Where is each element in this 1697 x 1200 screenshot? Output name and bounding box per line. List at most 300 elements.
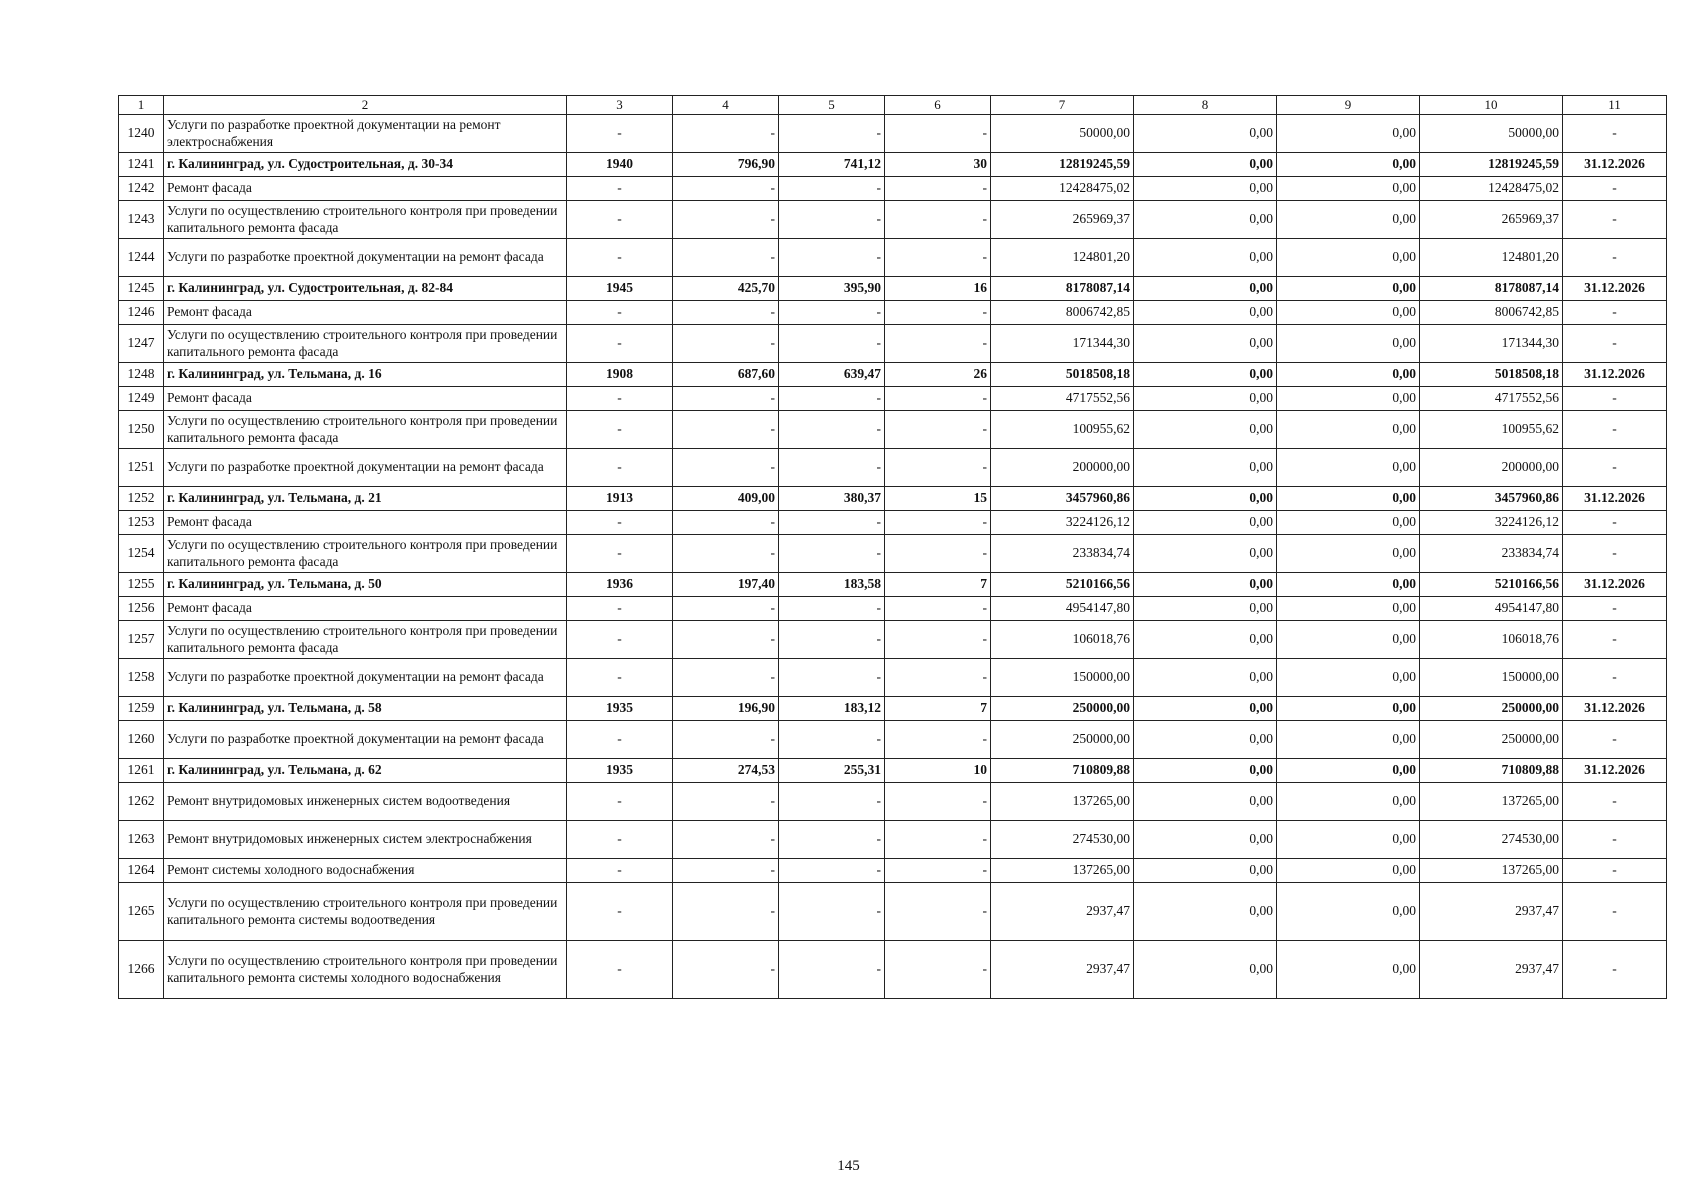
table-cell: - xyxy=(567,115,673,153)
table-cell: 106018,76 xyxy=(991,621,1134,659)
table-cell: - xyxy=(779,621,885,659)
table-cell: 2937,47 xyxy=(991,883,1134,941)
table-row xyxy=(119,621,1667,659)
table-cell: - xyxy=(779,411,885,449)
table-cell: 0,00 xyxy=(1134,697,1277,721)
table-cell: - xyxy=(885,325,991,363)
column-header: 5 xyxy=(779,96,885,115)
table-cell: 0,00 xyxy=(1134,239,1277,277)
column-header: 8 xyxy=(1134,96,1277,115)
row-number: 1254 xyxy=(119,535,164,573)
table-cell: 1936 xyxy=(567,573,673,597)
row-name: г. Калининград, ул. Тельмана, д. 62 xyxy=(164,759,567,783)
table-cell: - xyxy=(1563,239,1667,277)
table-cell: 1940 xyxy=(567,153,673,177)
row-name: Услуги по осуществлению строительного контроля при проведении капитального ремонта системы водоотведения xyxy=(164,883,567,941)
table-row xyxy=(119,659,1667,697)
table-row-address xyxy=(119,487,1667,511)
table-cell: 0,00 xyxy=(1134,859,1277,883)
table-cell: - xyxy=(885,411,991,449)
table-cell: - xyxy=(567,859,673,883)
row-number: 1255 xyxy=(119,573,164,597)
column-header: 3 xyxy=(567,96,673,115)
row-number: 1261 xyxy=(119,759,164,783)
row-name: Ремонт фасада xyxy=(164,387,567,411)
table-cell: - xyxy=(1563,621,1667,659)
table-cell: - xyxy=(567,387,673,411)
table-cell: - xyxy=(779,821,885,859)
column-header: 1 xyxy=(119,96,164,115)
table-cell: 8006742,85 xyxy=(991,301,1134,325)
table-cell: - xyxy=(567,783,673,821)
table-cell: 2937,47 xyxy=(1420,941,1563,999)
table-cell: 171344,30 xyxy=(1420,325,1563,363)
table-cell: 0,00 xyxy=(1277,177,1420,201)
table-cell: 0,00 xyxy=(1134,325,1277,363)
row-name: г. Калининград, ул. Тельмана, д. 58 xyxy=(164,697,567,721)
row-number: 1263 xyxy=(119,821,164,859)
table-row xyxy=(119,597,1667,621)
row-number: 1250 xyxy=(119,411,164,449)
table-cell: - xyxy=(1563,449,1667,487)
table-cell: 30 xyxy=(885,153,991,177)
table-cell: 31.12.2026 xyxy=(1563,697,1667,721)
table-cell: - xyxy=(779,511,885,535)
row-number: 1260 xyxy=(119,721,164,759)
table-row-address xyxy=(119,759,1667,783)
table-cell: 5210166,56 xyxy=(991,573,1134,597)
table-cell: 4717552,56 xyxy=(991,387,1134,411)
table-cell: - xyxy=(1563,387,1667,411)
table-cell: - xyxy=(673,201,779,239)
table-cell: - xyxy=(1563,115,1667,153)
table-cell: 0,00 xyxy=(1134,535,1277,573)
table-cell: - xyxy=(673,325,779,363)
table-cell: - xyxy=(779,783,885,821)
table-cell: 0,00 xyxy=(1134,201,1277,239)
table-cell: 171344,30 xyxy=(991,325,1134,363)
table-cell: 0,00 xyxy=(1134,941,1277,999)
table-cell: 1913 xyxy=(567,487,673,511)
table-cell: - xyxy=(1563,783,1667,821)
row-name: Ремонт фасада xyxy=(164,301,567,325)
table-cell: - xyxy=(779,387,885,411)
table-cell: 10 xyxy=(885,759,991,783)
table-cell: 137265,00 xyxy=(1420,859,1563,883)
table-cell: 250000,00 xyxy=(1420,697,1563,721)
table-cell: 3457960,86 xyxy=(1420,487,1563,511)
table-cell: - xyxy=(779,535,885,573)
table-row xyxy=(119,387,1667,411)
table-cell: - xyxy=(779,201,885,239)
row-name: Услуги по осуществлению строительного контроля при проведении капитального ремонта фасада xyxy=(164,535,567,573)
table-row-address xyxy=(119,573,1667,597)
table-cell: - xyxy=(1563,821,1667,859)
table-cell: - xyxy=(779,721,885,759)
row-name: Услуги по разработке проектной документации на ремонт электроснабжения xyxy=(164,115,567,153)
table-cell: - xyxy=(567,301,673,325)
table-cell: - xyxy=(673,177,779,201)
table-cell: 1935 xyxy=(567,697,673,721)
table-cell: - xyxy=(885,941,991,999)
column-number-header-row xyxy=(119,96,1667,115)
table-cell: - xyxy=(673,659,779,697)
row-name: г. Калининград, ул. Тельмана, д. 50 xyxy=(164,573,567,597)
table-cell: 12428475,02 xyxy=(991,177,1134,201)
table-cell: - xyxy=(779,177,885,201)
row-name: г. Калининград, ул. Судостроительная, д. 30-34 xyxy=(164,153,567,177)
table-cell: 8178087,14 xyxy=(991,277,1134,301)
table-cell: 31.12.2026 xyxy=(1563,277,1667,301)
row-name: г. Калининград, ул. Тельмана, д. 16 xyxy=(164,363,567,387)
table-cell: - xyxy=(673,449,779,487)
table-cell: 0,00 xyxy=(1134,363,1277,387)
row-number: 1256 xyxy=(119,597,164,621)
table-cell: - xyxy=(779,449,885,487)
table-cell: 5018508,18 xyxy=(1420,363,1563,387)
table-cell: 124801,20 xyxy=(991,239,1134,277)
table-cell: 274,53 xyxy=(673,759,779,783)
table-cell: 233834,74 xyxy=(991,535,1134,573)
table-cell: - xyxy=(673,387,779,411)
table-body xyxy=(119,96,1667,999)
row-name: Ремонт внутридомовых инженерных систем электроснабжения xyxy=(164,821,567,859)
row-number: 1242 xyxy=(119,177,164,201)
table-cell: - xyxy=(1563,535,1667,573)
table-cell: 8006742,85 xyxy=(1420,301,1563,325)
table-cell: 0,00 xyxy=(1277,387,1420,411)
table-cell: 0,00 xyxy=(1277,115,1420,153)
table-cell: 0,00 xyxy=(1277,821,1420,859)
table-cell: 0,00 xyxy=(1277,411,1420,449)
table-row xyxy=(119,511,1667,535)
table-cell: 0,00 xyxy=(1277,597,1420,621)
table-cell: - xyxy=(567,721,673,759)
table-cell: 31.12.2026 xyxy=(1563,573,1667,597)
table-cell: 250000,00 xyxy=(1420,721,1563,759)
table-row xyxy=(119,115,1667,153)
table-cell: 31.12.2026 xyxy=(1563,153,1667,177)
table-cell: 0,00 xyxy=(1277,511,1420,535)
table-cell: 274530,00 xyxy=(991,821,1134,859)
row-number: 1266 xyxy=(119,941,164,999)
table-cell: - xyxy=(885,177,991,201)
table-cell: 0,00 xyxy=(1277,449,1420,487)
table-cell: - xyxy=(885,597,991,621)
table-cell: 0,00 xyxy=(1134,783,1277,821)
table-cell: - xyxy=(1563,511,1667,535)
row-name: Услуги по разработке проектной документации на ремонт фасада xyxy=(164,239,567,277)
table-cell: - xyxy=(673,941,779,999)
column-header: 6 xyxy=(885,96,991,115)
table-row xyxy=(119,535,1667,573)
row-number: 1249 xyxy=(119,387,164,411)
table-row xyxy=(119,941,1667,999)
row-name: Услуги по осуществлению строительного контроля при проведении капитального ремонта фасада xyxy=(164,411,567,449)
column-header: 4 xyxy=(673,96,779,115)
table-cell: 0,00 xyxy=(1134,759,1277,783)
table-cell: - xyxy=(567,597,673,621)
row-number: 1253 xyxy=(119,511,164,535)
table-cell: - xyxy=(885,115,991,153)
table-cell: 0,00 xyxy=(1134,301,1277,325)
table-cell: - xyxy=(779,859,885,883)
table-cell: - xyxy=(567,411,673,449)
row-name: г. Калининград, ул. Судостроительная, д. 82-84 xyxy=(164,277,567,301)
table-cell: - xyxy=(1563,411,1667,449)
table-cell: 0,00 xyxy=(1277,659,1420,697)
table-cell: 425,70 xyxy=(673,277,779,301)
table-cell: 0,00 xyxy=(1134,883,1277,941)
table-cell: 0,00 xyxy=(1134,487,1277,511)
table-cell: 137265,00 xyxy=(991,783,1134,821)
table-cell: 0,00 xyxy=(1277,239,1420,277)
table-cell: 31.12.2026 xyxy=(1563,363,1667,387)
table-cell: 137265,00 xyxy=(1420,783,1563,821)
table-cell: 4954147,80 xyxy=(1420,597,1563,621)
table-cell: - xyxy=(673,783,779,821)
table-cell: 12819245,59 xyxy=(1420,153,1563,177)
table-cell: - xyxy=(673,115,779,153)
table-cell: 4717552,56 xyxy=(1420,387,1563,411)
table-cell: - xyxy=(567,511,673,535)
table-cell: - xyxy=(885,301,991,325)
table-cell: - xyxy=(673,597,779,621)
table-cell: 250000,00 xyxy=(991,721,1134,759)
table-cell: - xyxy=(885,449,991,487)
table-row xyxy=(119,411,1667,449)
row-number: 1264 xyxy=(119,859,164,883)
table-cell: - xyxy=(779,941,885,999)
table-cell: 741,12 xyxy=(779,153,885,177)
row-number: 1247 xyxy=(119,325,164,363)
table-cell: 0,00 xyxy=(1277,697,1420,721)
row-name: Услуги по осуществлению строительного контроля при проведении капитального ремонта фасада xyxy=(164,325,567,363)
table-cell: 106018,76 xyxy=(1420,621,1563,659)
table-cell: 3224126,12 xyxy=(1420,511,1563,535)
row-name: г. Калининград, ул. Тельмана, д. 21 xyxy=(164,487,567,511)
table-cell: 0,00 xyxy=(1277,363,1420,387)
table-cell: - xyxy=(1563,859,1667,883)
table-cell: 12819245,59 xyxy=(991,153,1134,177)
column-header: 10 xyxy=(1420,96,1563,115)
row-number: 1245 xyxy=(119,277,164,301)
table-cell: - xyxy=(885,535,991,573)
table-cell: 15 xyxy=(885,487,991,511)
table-cell: 100955,62 xyxy=(991,411,1134,449)
repair-register-table xyxy=(118,95,1667,999)
row-number: 1259 xyxy=(119,697,164,721)
column-header: 7 xyxy=(991,96,1134,115)
table-cell: - xyxy=(885,201,991,239)
table-cell: 0,00 xyxy=(1277,325,1420,363)
table-cell: 0,00 xyxy=(1134,511,1277,535)
table-cell: 0,00 xyxy=(1134,411,1277,449)
table-cell: 31.12.2026 xyxy=(1563,487,1667,511)
row-number: 1252 xyxy=(119,487,164,511)
table-cell: 0,00 xyxy=(1134,153,1277,177)
table-cell: 0,00 xyxy=(1134,387,1277,411)
table-cell: - xyxy=(567,239,673,277)
table-cell: 265969,37 xyxy=(1420,201,1563,239)
table-row xyxy=(119,783,1667,821)
table-cell: 0,00 xyxy=(1277,859,1420,883)
table-cell: 796,90 xyxy=(673,153,779,177)
table-cell: 0,00 xyxy=(1277,487,1420,511)
table-row-address xyxy=(119,153,1667,177)
table-cell: 7 xyxy=(885,697,991,721)
table-cell: - xyxy=(885,387,991,411)
table-row xyxy=(119,821,1667,859)
table-cell: 1945 xyxy=(567,277,673,301)
table-cell: 1908 xyxy=(567,363,673,387)
table-cell: 183,58 xyxy=(779,573,885,597)
row-number: 1243 xyxy=(119,201,164,239)
table-cell: 0,00 xyxy=(1134,659,1277,697)
table-row xyxy=(119,859,1667,883)
row-name: Услуги по осуществлению строительного контроля при проведении капитального ремонта системы холодного водоснабжения xyxy=(164,941,567,999)
table-cell: 150000,00 xyxy=(991,659,1134,697)
row-name: Ремонт фасада xyxy=(164,511,567,535)
table-cell: 0,00 xyxy=(1277,277,1420,301)
table-row xyxy=(119,239,1667,277)
table-cell: 0,00 xyxy=(1134,597,1277,621)
table-cell: 3457960,86 xyxy=(991,487,1134,511)
table-cell: 5210166,56 xyxy=(1420,573,1563,597)
table-cell: - xyxy=(1563,659,1667,697)
row-number: 1257 xyxy=(119,621,164,659)
table-cell: 0,00 xyxy=(1277,153,1420,177)
table-cell: 100955,62 xyxy=(1420,411,1563,449)
table-cell: 196,90 xyxy=(673,697,779,721)
table-cell: - xyxy=(1563,201,1667,239)
table-cell: - xyxy=(779,597,885,621)
table-cell: 50000,00 xyxy=(1420,115,1563,153)
table-cell: - xyxy=(885,883,991,941)
table-row xyxy=(119,883,1667,941)
table-cell: - xyxy=(1563,177,1667,201)
table-cell: 124801,20 xyxy=(1420,239,1563,277)
table-cell: 0,00 xyxy=(1277,621,1420,659)
row-name: Услуги по разработке проектной документации на ремонт фасада xyxy=(164,449,567,487)
table-cell: - xyxy=(779,325,885,363)
table-cell: 3224126,12 xyxy=(991,511,1134,535)
table-cell: 0,00 xyxy=(1277,759,1420,783)
row-name: Услуги по разработке проектной документации на ремонт фасада xyxy=(164,659,567,697)
table-cell: - xyxy=(673,821,779,859)
table-cell: 265969,37 xyxy=(991,201,1134,239)
table-cell: - xyxy=(1563,941,1667,999)
table-cell: 183,12 xyxy=(779,697,885,721)
table-cell: 5018508,18 xyxy=(991,363,1134,387)
row-number: 1240 xyxy=(119,115,164,153)
table-cell: - xyxy=(1563,597,1667,621)
column-header: 11 xyxy=(1563,96,1667,115)
row-number: 1241 xyxy=(119,153,164,177)
table-cell: 16 xyxy=(885,277,991,301)
table-cell: 0,00 xyxy=(1134,277,1277,301)
table-cell: 31.12.2026 xyxy=(1563,759,1667,783)
table-cell: - xyxy=(673,859,779,883)
row-number: 1262 xyxy=(119,783,164,821)
table-cell: 0,00 xyxy=(1134,573,1277,597)
table-cell: 710809,88 xyxy=(991,759,1134,783)
table-cell: - xyxy=(567,621,673,659)
table-cell: 395,90 xyxy=(779,277,885,301)
row-number: 1248 xyxy=(119,363,164,387)
table-cell: - xyxy=(673,511,779,535)
table-cell: 197,40 xyxy=(673,573,779,597)
table-cell: 0,00 xyxy=(1134,621,1277,659)
table-cell: - xyxy=(673,535,779,573)
table-cell: 0,00 xyxy=(1277,941,1420,999)
table-cell: 0,00 xyxy=(1277,883,1420,941)
column-header: 9 xyxy=(1277,96,1420,115)
table-cell: - xyxy=(1563,721,1667,759)
table-cell: 0,00 xyxy=(1277,301,1420,325)
row-name: Услуги по осуществлению строительного контроля при проведении капитального ремонта фасада xyxy=(164,621,567,659)
column-header: 2 xyxy=(164,96,567,115)
table-cell: - xyxy=(567,449,673,487)
table-row-address xyxy=(119,363,1667,387)
table-row xyxy=(119,301,1667,325)
row-name: Услуги по осуществлению строительного контроля при проведении капитального ремонта фасада xyxy=(164,201,567,239)
table-cell: 137265,00 xyxy=(991,859,1134,883)
table-cell: 1935 xyxy=(567,759,673,783)
table-cell: 274530,00 xyxy=(1420,821,1563,859)
table-cell: 150000,00 xyxy=(1420,659,1563,697)
table-cell: - xyxy=(673,411,779,449)
table-cell: 255,31 xyxy=(779,759,885,783)
table-cell: - xyxy=(673,301,779,325)
row-name: Ремонт системы холодного водоснабжения xyxy=(164,859,567,883)
table-cell: 12428475,02 xyxy=(1420,177,1563,201)
table-cell: - xyxy=(779,301,885,325)
table-row xyxy=(119,325,1667,363)
table-cell: - xyxy=(885,783,991,821)
table-cell: - xyxy=(567,201,673,239)
table-cell: 233834,74 xyxy=(1420,535,1563,573)
table-cell: - xyxy=(1563,325,1667,363)
row-number: 1244 xyxy=(119,239,164,277)
table-cell: 50000,00 xyxy=(991,115,1134,153)
table-cell: 250000,00 xyxy=(991,697,1134,721)
table-cell: - xyxy=(673,621,779,659)
table-cell: - xyxy=(567,883,673,941)
table-cell: 710809,88 xyxy=(1420,759,1563,783)
row-number: 1246 xyxy=(119,301,164,325)
table-cell: - xyxy=(1563,883,1667,941)
table-cell: - xyxy=(885,721,991,759)
row-number: 1265 xyxy=(119,883,164,941)
row-name: Ремонт фасада xyxy=(164,597,567,621)
row-name: Услуги по разработке проектной документации на ремонт фасада xyxy=(164,721,567,759)
table-cell: - xyxy=(779,115,885,153)
table-cell: 8178087,14 xyxy=(1420,277,1563,301)
table-cell: - xyxy=(673,239,779,277)
table-cell: 639,47 xyxy=(779,363,885,387)
table-cell: 0,00 xyxy=(1134,177,1277,201)
table-cell: - xyxy=(779,883,885,941)
row-name: Ремонт фасада xyxy=(164,177,567,201)
table-cell: - xyxy=(885,621,991,659)
table-cell: - xyxy=(673,883,779,941)
table-row xyxy=(119,449,1667,487)
table-cell: - xyxy=(779,239,885,277)
table-cell: 2937,47 xyxy=(1420,883,1563,941)
table-cell: 409,00 xyxy=(673,487,779,511)
row-number: 1258 xyxy=(119,659,164,697)
